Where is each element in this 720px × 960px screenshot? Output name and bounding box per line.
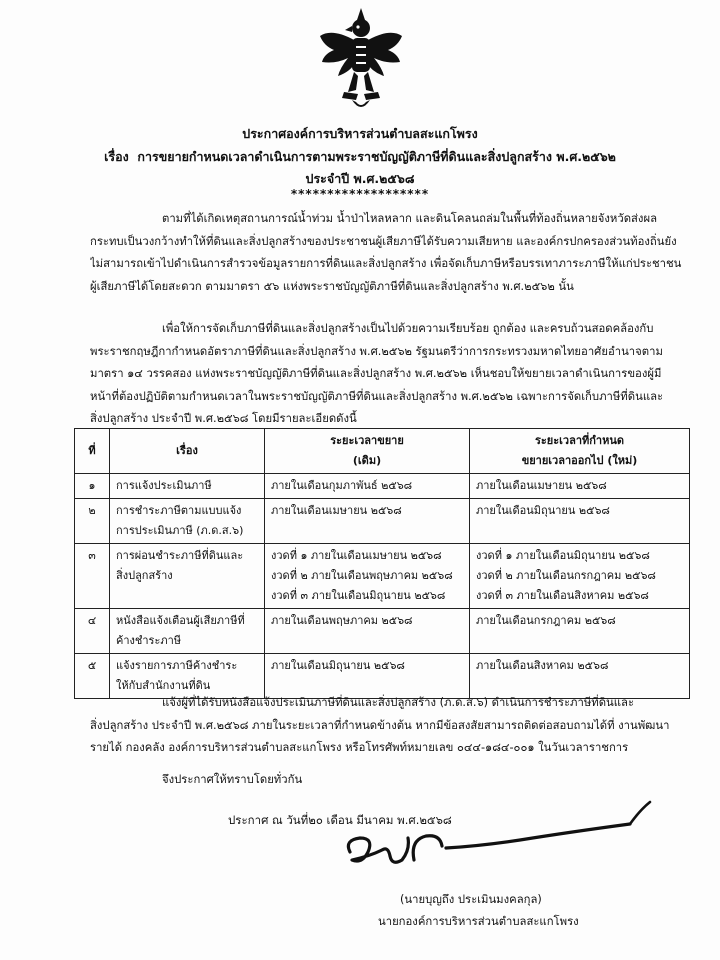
subject-line: ให้กับสำนักงานที่ดิน	[116, 679, 211, 692]
paragraph-line: เพื่อให้การจัดเก็บภาษีที่ดินและสิ่งปลูกสร้างเป็นไปด้วยความเรียบร้อย ถูกต้อง และครบถ้วนสอดคล้องกับ	[162, 322, 654, 335]
closing-statement: จึงประกาศให้ทราบโดยทั่วกัน	[162, 773, 303, 786]
new-period-line: งวดที่ ๑ ภายในเดือนมิถุนายน ๒๕๖๘	[476, 549, 650, 562]
paragraph-line: ไม่สามารถเข้าไปดำเนินการสำรวจข้อมูลรายการที่ดินและสิ่งปลูกสร้าง เพื่อจัดเก็บภาษีหรือบรรเทาภาระภาษีให้แก่ประชาชน	[90, 257, 682, 270]
new-period-line: ภายในเดือนสิงหาคม ๒๕๖๘	[476, 659, 609, 672]
paragraph-line: มาตรา ๑๔ วรรคสอง แห่งพระราชบัญญัติภาษีที่ดินและสิ่งปลูกสร้าง พ.ศ.๒๕๖๒ เห็นชอบให้ขยายเวลาดำเนินการของผู้มี	[90, 367, 662, 380]
row-old-period	[265, 609, 470, 654]
row-old-period	[265, 499, 470, 544]
row-subject	[110, 544, 265, 609]
subject-line: การแจ้งประเมินภาษี	[116, 479, 212, 492]
row-new-period	[470, 474, 690, 499]
paragraph-line: รายได้ กองคลัง องค์การบริหารส่วนตำบลสะแกโพรง หรือโทรศัพท์หมายเลข ๐๔๔-๑๘๔-๐๐๑ ในวันเวลาราชการ	[90, 741, 629, 754]
header-new-line2: ขยายเวลาออกไป (ใหม่)	[521, 454, 638, 467]
paragraph-extension	[90, 318, 682, 431]
old-period-line: ภายในเดือนพฤษภาคม ๒๕๖๘	[271, 614, 413, 627]
paragraph-line: กระทบเป็นวงกว้างทำให้ที่ดินและสิ่งปลูกสร้างของประชาชนผู้เสียภาษีได้รับความเสียหาย และองค์กรปกครองส่วนท้องถิ่นยัง	[90, 234, 677, 248]
row-number: ๒	[75, 499, 110, 544]
separator-stars: *******************	[290, 187, 430, 201]
subject-line: การชำระภาษีตามแบบแจ้ง	[116, 504, 242, 517]
row-new-period	[470, 544, 690, 609]
header-old-period	[265, 429, 470, 474]
old-period-line: ภายในเดือนมิถุนายน ๒๕๖๘	[271, 659, 405, 672]
header-subject: เรื่อง	[110, 429, 265, 474]
row-new-period	[470, 499, 690, 544]
new-period-line: งวดที่ ๒ ภายในเดือนกรกฎาคม ๒๕๖๘	[476, 569, 656, 582]
old-period-line: ภายในเดือนกุมภาพันธ์ ๒๕๖๘	[271, 479, 413, 492]
org-heading: ประกาศองค์การบริหารส่วนตำบลสะแกโพรง	[242, 126, 478, 141]
row-old-period	[265, 474, 470, 499]
row-number: ๓	[75, 544, 110, 609]
old-period-line: งวดที่ ๓ ภายในเดือนมิถุนายน ๒๕๖๘	[271, 589, 446, 602]
row-subject	[110, 474, 265, 499]
header-old-line1: ระยะเวลาขยาย	[330, 434, 404, 447]
garuda-emblem	[318, 6, 404, 114]
new-period-line: ภายในเดือนเมษายน ๒๕๖๘	[476, 479, 607, 492]
table-row	[75, 474, 690, 499]
row-new-period	[470, 609, 690, 654]
paragraph-line: ตามที่ได้เกิดเหตุสถานการณ์น้ำท่วม น้ำป่าไหลหลาก และดินโคลนถล่มในพื้นที่ท้องถิ่นหลายจังหวัดส่งผล	[162, 212, 657, 225]
signatory-title: นายกองค์การบริหารส่วนตำบลสะแกโพรง	[378, 915, 579, 928]
table-row	[75, 499, 690, 544]
header-old-line2: (เดิม)	[352, 454, 382, 467]
paragraph-notice	[90, 692, 682, 760]
old-period-line: งวดที่ ๑ ภายในเดือนเมษายน ๒๕๖๘	[271, 549, 442, 562]
subject-line: หนังสือแจ้งเตือนผู้เสียภาษีที่	[116, 614, 245, 627]
row-number: ๑	[75, 474, 110, 499]
signatory-name: (นายบุญถึง ประเมินมงคลกุล)	[400, 893, 542, 906]
subject-line: สิ่งปลูกสร้าง	[116, 569, 173, 582]
row-number: ๔	[75, 609, 110, 654]
schedule-table	[74, 428, 690, 699]
subject-line: การผ่อนชำระภาษีที่ดินและ	[116, 549, 244, 562]
table-row	[75, 609, 690, 654]
paragraph-line: สิ่งปลูกสร้าง ประจำปี พ.ศ.๒๕๖๘ ภายในระยะเวลาที่กำหนดข้างต้น หากมีข้อสงสัยสามารถติดต่อสอบถามได้ที่ งานพัฒนา	[90, 718, 670, 732]
row-old-period	[265, 544, 470, 609]
subject-text: การขยายกำหนดเวลาดำเนินการตามพระราชบัญญัติภาษีที่ดินและสิ่งปลูกสร้าง พ.ศ.๒๕๖๒	[137, 149, 616, 164]
new-period-line: ภายในเดือนกรกฎาคม ๒๕๖๘	[476, 614, 616, 627]
paragraph-line: ผู้เสียภาษีได้โดยสะดวก ตามมาตรา ๕๖ แห่งพระราชบัญญัติภาษีที่ดินและสิ่งปลูกสร้าง พ.ศ.๒๕๖๒ นั้น	[90, 279, 574, 293]
subject-line: ค้างชำระภาษี	[116, 634, 182, 647]
subject-line: แจ้งรายการภาษีค้างชำระ	[116, 659, 238, 672]
row-subject	[110, 499, 265, 544]
announce-date: ประกาศ ณ วันที่๒๐ เดือน มีนาคม พ.ศ.๒๕๖๘	[228, 813, 452, 827]
subject-line: การประเมินภาษี (ภ.ด.ส.๖)	[116, 524, 244, 537]
row-number: ๕	[75, 654, 110, 699]
new-period-line: งวดที่ ๓ ภายในเดือนสิงหาคม ๒๕๖๘	[476, 589, 649, 602]
header-new-line1: ระยะเวลาที่กำหนด	[534, 434, 625, 447]
old-period-line: ภายในเดือนเมษายน ๒๕๖๘	[271, 504, 402, 517]
paragraph-line: พระราชกฤษฎีกากำหนดอัตราภาษีที่ดินและสิ่งปลูกสร้าง พ.ศ.๒๕๖๒ รัฐมนตรีว่าการกระทรวงมหาดไทยอาศัยอำนาจตาม	[90, 344, 663, 358]
handwritten-signature	[330, 790, 660, 880]
subject-label: เรื่อง	[104, 149, 129, 164]
row-subject	[110, 609, 265, 654]
paragraph-line: สิ่งปลูกสร้าง ประจำปี พ.ศ.๒๕๖๘ โดยมีรายละเอียดดังนี้	[90, 412, 357, 425]
table-header-row	[75, 429, 690, 474]
paragraph-line: หน้าที่ต้องปฏิบัติตามกำหนดเวลาในพระราชบัญญัติภาษีที่ดินและสิ่งปลูกสร้าง พ.ศ.๒๕๖๒ เฉพาะการจัดเก็บภาษีที่ดินและ	[90, 389, 664, 403]
old-period-line: งวดที่ ๒ ภายในเดือนพฤษภาคม ๒๕๖๘	[271, 569, 453, 582]
header-new-period	[470, 429, 690, 474]
table-row	[75, 544, 690, 609]
new-period-line: ภายในเดือนมิถุนายน ๒๕๖๘	[476, 504, 610, 517]
paragraph-line: แจ้งผู้ที่ได้รับหนังสือแจ้งประเมินภาษีที่ดินและสิ่งปลูกสร้าง (ภ.ด.ส.๖) ดำเนินการชำระภาษีที่ดินและ	[162, 696, 635, 709]
subject-heading	[0, 147, 720, 167]
paragraph-intro	[90, 208, 682, 298]
year-heading: ประจำปี พ.ศ.๒๕๖๘	[305, 171, 415, 186]
header-no: ที่	[75, 429, 110, 474]
